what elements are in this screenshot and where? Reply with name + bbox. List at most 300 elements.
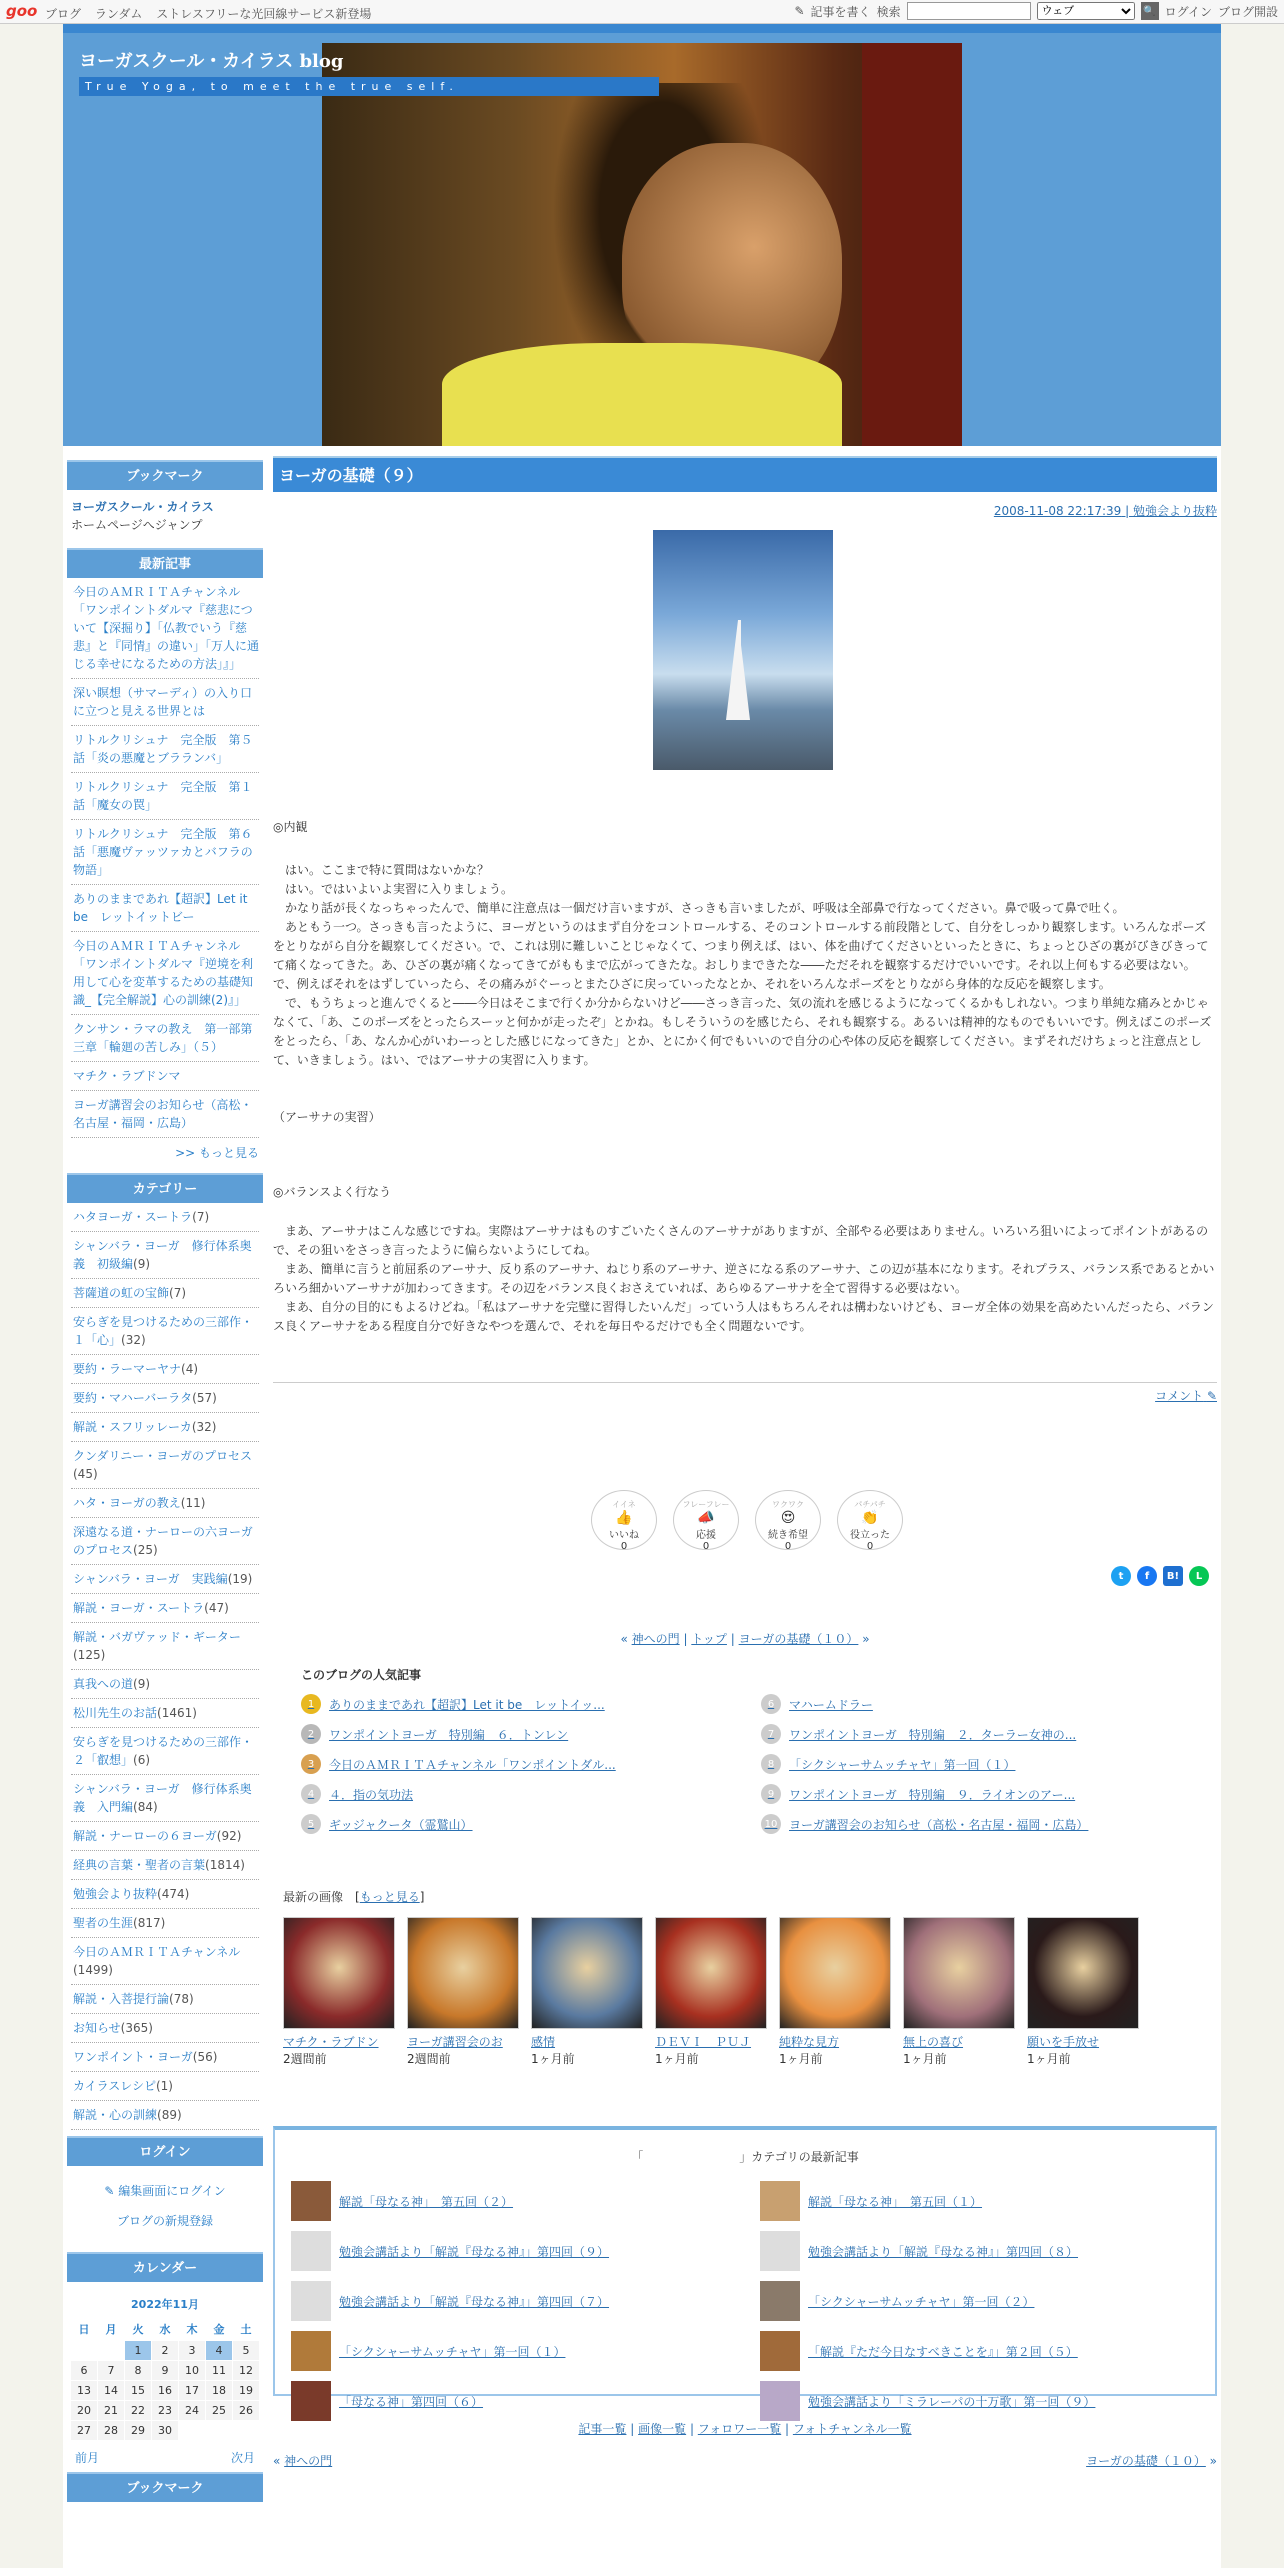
category-label[interactable]: 解説・スフリッレーカ [73, 1420, 192, 1434]
category-item[interactable] [71, 1670, 259, 1699]
rank-badge: 8 [761, 1754, 781, 1774]
category-latest-item[interactable] [760, 2381, 1199, 2421]
spacer [273, 837, 1217, 861]
category-latest-item[interactable] [291, 2281, 730, 2321]
calendar-day[interactable]: 20 [71, 2401, 98, 2421]
category-item[interactable] [71, 1909, 259, 1938]
calendar-next[interactable]: 次月 [230, 2451, 255, 2465]
calendar-day[interactable]: 17 [179, 2381, 206, 2401]
facebook-icon[interactable]: f [1137, 1566, 1157, 1586]
popular-title[interactable]: 今日のＡＭＲＩＴＡチャンネル「ワンポイントダル... [329, 1757, 616, 1772]
search-scope-select[interactable] [1037, 2, 1135, 20]
image-caption[interactable]: ヨーガ講習会のお [407, 2035, 503, 2049]
recent-item[interactable]: クンサン・ラマの教え 第一部第三章「輪廻の苦しみ」（５） [71, 1015, 259, 1062]
share-buttons [1111, 1566, 1209, 1586]
popular-title[interactable]: マハームドラー [789, 1697, 873, 1712]
category-count: (25) [133, 1543, 158, 1557]
category-item[interactable] [71, 1279, 259, 1308]
calendar-title: 2022年11月 [131, 2298, 199, 2311]
calendar-nav [67, 2449, 263, 2466]
category-count: (365) [120, 2021, 153, 2035]
popular-item[interactable] [761, 1689, 1201, 1719]
category-latest-item[interactable] [291, 2181, 730, 2221]
category-count: (7) [192, 1210, 210, 1224]
category-label[interactable]: 今日のＡＭＲＩＴＡチャンネル [73, 1945, 241, 1959]
image-thumb[interactable] [283, 1917, 395, 2029]
new-blog-link[interactable]: ブログの新規登録 [116, 2214, 213, 2228]
category-count: (57) [192, 1391, 217, 1405]
category-count: (47) [204, 1601, 229, 1615]
category-label[interactable]: 菩薩道の虹の宝飾 [73, 1286, 170, 1300]
images-more[interactable]: もっと見る [359, 1890, 420, 1904]
article-title[interactable]: 勉強会講話より「解説『母なる神』」第四回（７） [339, 2294, 610, 2309]
popular-title[interactable]: ワンポイントヨーガ 特別編 ６．トンレン [329, 1727, 569, 1742]
calendar-day[interactable]: 3 [179, 2341, 206, 2361]
popular-item[interactable] [301, 1689, 741, 1719]
calendar-day[interactable]: 12 [233, 2361, 260, 2381]
category-item[interactable] [71, 1985, 259, 2014]
calendar-weekday: 月 [105, 2323, 117, 2336]
popular-item[interactable] [761, 1749, 1201, 1779]
category-item[interactable] [71, 1518, 259, 1565]
calendar-day[interactable]: 28 [98, 2421, 125, 2441]
recent-list [67, 578, 263, 1138]
article-thumb [291, 2281, 331, 2321]
popular-item[interactable] [761, 1779, 1201, 1809]
images-heading: 最新の画像 [283, 1890, 344, 1904]
popular-item[interactable] [301, 1749, 741, 1779]
footer-link[interactable]: フォロワー一覧 [697, 2422, 782, 2436]
footer-links: 記事一覧 | 画像一覧 | フォロワー一覧 | フォトチャンネル一覧 [578, 2422, 912, 2436]
blog-header [63, 24, 1221, 446]
category-latest-item[interactable] [760, 2281, 1199, 2321]
calendar-day[interactable]: 5 [233, 2341, 260, 2361]
sidebar [67, 454, 263, 2502]
paragraph: まあ、自分の目的にもよるけどね。「私はアーサナを完璧に習得したいんだ」っていう人はもちろんそれは構わないけども、ヨーガ全体の効果を高めたいんだったら、バランス良くアーサナをある程度自分で好きなやつを選んで、それを毎日やるだけでも全く問題ないです。 [273, 1300, 1214, 1333]
global-nav [45, 5, 381, 22]
calendar-day[interactable]: 1 [125, 2341, 152, 2361]
popular-articles [301, 1666, 1201, 1839]
popular-item[interactable] [761, 1719, 1201, 1749]
article-thumb [291, 2181, 331, 2221]
calendar-day[interactable]: 8 [125, 2361, 152, 2381]
search-input[interactable] [907, 2, 1031, 20]
header-photo [322, 43, 962, 446]
paragraph: あともう一つ。さっきも言ったように、ヨーガというのはまず自分をコントロールする、そのコントロールする前段階として、自分をしっかり観察します。いろんなポーズをとりながら自分を観察してください。で、これは別に難しいことじゃなくて、つまり例えば、はい、体を曲げてくださいといったときに、ちょっとひざの裏がびきびきってて痛くなってきた。あ、ひざの裏が痛くなってきてがももまで広がってきたな。おしりまできたな――ただそれを観察するだけでいいです。それ以上何もする必要はない。で、例えばそれをはずしていったら、その痛みがぐーっとまたひざに戻っていったなとか、それをいろんなポーズをとりながら身体的な反応を観察します。 [273, 920, 1209, 991]
pen-icon: ✎ [104, 2184, 119, 2198]
image-time: 2週間前 [283, 2052, 327, 2066]
calendar-weekday: 金 [213, 2323, 225, 2336]
calendar-day[interactable]: 15 [125, 2381, 152, 2401]
category-item[interactable] [71, 1822, 259, 1851]
recent-item[interactable]: マチク・ラブドンマ [71, 1062, 259, 1091]
calendar-day [233, 2421, 260, 2441]
category-item[interactable] [71, 1851, 259, 1880]
popular-item[interactable] [301, 1719, 741, 1749]
calendar-day[interactable]: 18 [206, 2381, 233, 2401]
category-item[interactable] [71, 2101, 259, 2130]
popular-title[interactable]: ４．指の気功法 [329, 1787, 414, 1802]
article-thumb [760, 2331, 800, 2371]
calendar-day[interactable]: 13 [71, 2381, 98, 2401]
image-thumb[interactable] [903, 1917, 1015, 2029]
thumbs-up-icon: 👍 [615, 1510, 633, 1526]
global-bar [0, 0, 1284, 24]
goo-logo[interactable]: goo [6, 2, 38, 20]
category-item[interactable] [71, 2014, 259, 2043]
category-label[interactable]: シャンバラ・ヨーガ 実践編 [73, 1572, 228, 1586]
nav-promo[interactable]: ストレスフリーな光回線サービス新登場 [156, 7, 372, 21]
popular-title[interactable]: 「シクシャーサムッチャヤ」第一回（１） [789, 1757, 1016, 1772]
category-list [67, 1203, 263, 2130]
recent-item[interactable]: リトルクリシュナ 完全版 第６話「悪魔ヴァッツァカとバフラの物語」 [71, 820, 259, 885]
twitter-icon[interactable]: t [1111, 1566, 1131, 1586]
calendar-day[interactable]: 30 [152, 2421, 179, 2441]
recent-item[interactable]: 今日のＡＭＲＩＴＡチャンネル「ワンポイントダルマ『逆境を利用して心を変革するための基礎知識_【完全解説】心の訓練(2)』」 [71, 932, 259, 1015]
image-thumb[interactable] [531, 1917, 643, 2029]
calendar-day[interactable]: 19 [233, 2381, 260, 2401]
calendar-weekday: 水 [159, 2323, 171, 2336]
calendar-day[interactable]: 24 [179, 2401, 206, 2421]
reaction-helpful[interactable]: パチパチ 👏 役立った 0 [837, 1490, 903, 1550]
category-label[interactable]: 真我への道 [73, 1677, 134, 1691]
pencil-icon: ✎ [794, 4, 805, 18]
article-title[interactable]: 勉強会講話より「解説『母なる神』」第四回（８） [808, 2244, 1079, 2259]
recent-item[interactable]: ありのままであれ【超訳】Let it be レットイットビー [71, 885, 259, 932]
category-label[interactable]: 松川先生のお話 [73, 1706, 158, 1720]
rank-badge: 2 [301, 1724, 321, 1744]
category-count: (1814) [205, 1858, 245, 1872]
image-time: 1ヶ月前 [655, 2052, 699, 2066]
category-count: (7) [169, 1286, 187, 1300]
category-item[interactable] [71, 1938, 259, 1985]
calendar-heading: カレンダー [67, 2252, 263, 2282]
main-content [273, 456, 1217, 2468]
image-card[interactable] [655, 1917, 767, 2067]
login-link[interactable]: ログイン [1164, 4, 1212, 19]
category-count: (1) [155, 2079, 173, 2093]
category-latest-item[interactable] [291, 2231, 730, 2271]
category-count: (1461) [157, 1706, 197, 1720]
megaphone-icon: 📣 [697, 1510, 715, 1526]
bookmark-link[interactable]: ヨーガスクール・カイラス [71, 500, 214, 514]
category-count: (1499) [73, 1963, 113, 1977]
edit-login-link[interactable]: ✎ 編集画面にログイン [104, 2184, 226, 2198]
rank-badge: 9 [761, 1784, 781, 1804]
nav-next[interactable]: ヨーガの基礎（１０） [738, 1632, 859, 1646]
category-item[interactable] [71, 1728, 259, 1775]
category-label[interactable]: シャンバラ・ヨーガ 修行体系奥義 入門編 [73, 1782, 252, 1814]
paragraph: かなり話が長くなっちゃったんで、簡単に注意点は一個だけ言いますが、さっきも言いましたが、呼吸は全部鼻で行なってください。鼻で吸って鼻で吐く。 [285, 901, 1125, 915]
clap-icon: 👏 [861, 1510, 879, 1526]
image-card[interactable] [1027, 1917, 1139, 2067]
category-label[interactable]: ワンポイント・ヨーガ [73, 2050, 193, 2064]
calendar-day [179, 2421, 206, 2441]
search-icon[interactable]: 🔍 [1141, 2, 1159, 20]
image-time: 1ヶ月前 [903, 2052, 947, 2066]
category-count: (84) [133, 1800, 158, 1814]
photo-figure [723, 620, 753, 720]
pen-icon: ✎ [1206, 1389, 1217, 1403]
calendar-day [98, 2341, 125, 2361]
category-label[interactable]: 解説・心の訓練 [73, 2108, 158, 2122]
popular-title[interactable]: ギッジャクータ（霊鷲山） [329, 1817, 473, 1832]
article-title[interactable]: 勉強会講話より「ミラレーパの十万歌」第一回（９） [808, 2394, 1096, 2409]
category-count: (32) [191, 1420, 217, 1434]
image-card[interactable] [903, 1917, 1015, 2067]
category-item[interactable] [71, 1355, 259, 1384]
image-caption[interactable]: マチク・ラブドン [283, 2035, 379, 2049]
rank-badge: 1 [301, 1694, 321, 1714]
reaction-more[interactable]: ワクワク 😍 続き希望 0 [755, 1490, 821, 1550]
comment-link[interactable]: コメント ✎ [273, 1382, 1217, 1406]
article-thumb [291, 2231, 331, 2271]
popular-heading: このブログの人気記事 [301, 1668, 422, 1682]
image-card[interactable] [531, 1917, 643, 2067]
recent-item[interactable]: リトルクリシュナ 完全版 第１話「魔女の罠」 [71, 773, 259, 820]
category-count: (56) [192, 2050, 218, 2064]
category-label[interactable]: ハタヨーガ・スートラ [73, 1210, 193, 1224]
category-item[interactable] [71, 1384, 259, 1413]
post-meta: 2008-11-08 22:17:39 | 勉強会より抜粋 [993, 504, 1217, 518]
category-label[interactable]: 聖者の生涯 [73, 1916, 134, 1930]
popular-title[interactable]: ワンポイントヨーガ 特別編 ９．ライオンのアー... [789, 1787, 1076, 1802]
bookmark-text: ホームページへジャンプ [71, 518, 203, 532]
nav-top[interactable]: トップ [691, 1632, 727, 1646]
popular-item[interactable] [301, 1809, 741, 1839]
category-count: (11) [180, 1496, 206, 1510]
image-caption[interactable]: 純粋な見方 [779, 2035, 840, 2049]
category-item[interactable] [71, 1442, 259, 1489]
calendar-day[interactable]: 22 [125, 2401, 152, 2421]
calendar-day[interactable]: 9 [152, 2361, 179, 2381]
category-label[interactable]: 要約・マハーバーラタ [73, 1391, 193, 1405]
category-count: (9) [133, 1677, 151, 1691]
latest-images: 最新の画像 [もっと見る] マチク・ラブドン 2週間前 ヨーガ講習会のお 2週間前 感情 1ヶ月前 ＤＥＶＩ ＰＵＪ 1ヶ月前 純粋な見方 1ヶ月前 無上の喜び 1ヶ月前 願いを手放せ 1ヶ月前 [283, 1888, 1203, 2067]
category-label[interactable]: カイラスレシピ [73, 2079, 156, 2093]
category-label[interactable]: クンダリニー・ヨーガのプロセス [73, 1449, 253, 1463]
reactions [591, 1490, 903, 1550]
category-item[interactable] [71, 1232, 259, 1279]
category-count: (9) [133, 1257, 151, 1271]
category-latest [273, 2126, 1217, 2409]
calendar-day[interactable]: 16 [152, 2381, 179, 2401]
recent-item[interactable]: リトルクリシュナ 完全版 第５話「炎の悪魔とブラランバ」 [71, 726, 259, 773]
category-count: (92) [216, 1829, 242, 1843]
image-caption[interactable]: 無上の喜び [903, 2035, 964, 2049]
category-latest-item[interactable] [760, 2231, 1199, 2271]
calendar-day[interactable]: 7 [98, 2361, 125, 2381]
post-body [273, 818, 1217, 1406]
article-title[interactable]: 「シクシャーサムッチャヤ」第一回（２） [808, 2294, 1035, 2309]
bookmark-heading: ブックマーク [67, 460, 263, 490]
spacer [273, 1070, 1217, 1108]
calendar-day[interactable]: 27 [71, 2421, 98, 2441]
image-card[interactable] [283, 1917, 395, 2067]
line-icon[interactable]: L [1189, 1566, 1209, 1586]
article-title[interactable]: 勉強会講話より「解説『母なる神』」第四回（９） [339, 2244, 610, 2259]
category-label[interactable]: 解説・ヨーガ・スートラ [73, 1601, 205, 1615]
category-label[interactable]: 安らぎを見つけるための三部作・１「心」 [73, 1315, 254, 1347]
paragraph: はい。ではいよいよ実習に入りましょう。 [285, 882, 514, 896]
write-link[interactable]: 記事を書く [810, 4, 871, 19]
category-count: (45) [73, 1467, 98, 1481]
calendar-day [206, 2421, 233, 2441]
category-item[interactable] [71, 1413, 259, 1442]
article-thumb [760, 2381, 800, 2421]
category-label[interactable]: お知らせ [73, 2021, 121, 2035]
calendar-weekday: 木 [186, 2323, 198, 2336]
reaction-cheer[interactable]: フレーフレー 📣 応援 0 [673, 1490, 739, 1550]
popular-item[interactable] [761, 1809, 1201, 1839]
category-label[interactable]: 解説・入菩提行論 [73, 1992, 170, 2006]
article-title[interactable]: 解説「母なる神」 第五回（１） [808, 2194, 983, 2209]
category-item[interactable] [71, 1203, 259, 1232]
login-heading: ログイン [67, 2136, 263, 2166]
reaction-like[interactable]: イイネ 👍 いいね 0 [591, 1490, 657, 1550]
footer-next[interactable]: ヨーガの基礎（１０） » [1086, 2454, 1217, 2468]
post-category[interactable]: 勉強会より抜粋 [1132, 504, 1217, 518]
category-heading: カテゴリー [67, 1173, 263, 1203]
recent-more-link[interactable]: >> もっと見る [175, 1146, 259, 1160]
image-time: 1ヶ月前 [1027, 2052, 1071, 2066]
image-caption[interactable]: 願いを手放せ [1027, 2035, 1100, 2049]
post-title[interactable]: ヨーガの基礎（９） [273, 456, 1217, 492]
category-count: (125) [73, 1648, 106, 1662]
image-thumb[interactable] [1027, 1917, 1139, 2029]
category-count: (474) [157, 1887, 190, 1901]
post-photo[interactable] [653, 530, 833, 770]
category-label[interactable]: 深遠なる道・ナーローの六ヨーガのプロセス [73, 1525, 253, 1557]
category-item[interactable] [71, 1308, 259, 1355]
footer-link[interactable]: 記事一覧 [578, 2422, 627, 2436]
recent-item[interactable]: ヨーガ講習会のお知らせ（高松・名古屋・福岡・広島） [71, 1091, 259, 1138]
article-title[interactable]: 「母なる神」第四回（６） [339, 2394, 484, 2409]
rank-badge: 5 [301, 1814, 321, 1834]
article-thumb [291, 2331, 331, 2371]
image-thumb[interactable] [407, 1917, 519, 2029]
category-label[interactable]: 経典の言葉・聖者の言葉 [73, 1858, 206, 1872]
paragraph: まあ、簡単に言うと前屈系のアーサナ、反り系のアーサナ、ねじり系のアーサナ、逆さになる系のアーサナ、この辺が基本になります。それプラス、バランス系であるとかいろいろ細かいアーサナが加わってきます。その辺をバランス良くおさえていれば、あらゆるアーサナを全て習得する必要はない。 [273, 1262, 1215, 1295]
recent-item[interactable]: 今日のＡＭＲＩＴＡチャンネル「ワンポイントダルマ『慈悲について【深掘り】「仏教でいう『慈悲』と『同情』の違い」「万人に通じる幸せになるための方法」』」 [71, 578, 259, 679]
category-count: (32) [121, 1333, 146, 1347]
image-caption[interactable]: ＤＥＶＩ ＰＵＪ [655, 2035, 752, 2049]
article-title[interactable]: 「解説『ただ今日なすべきことを』」第２回（５） [808, 2344, 1078, 2359]
category-label[interactable]: 解説・バガヴァッド・ギーター [73, 1630, 241, 1644]
calendar-day[interactable]: 29 [125, 2421, 152, 2441]
article-title[interactable]: 解説「母なる神」 第五回（２） [339, 2194, 514, 2209]
category-latest-item[interactable] [291, 2331, 730, 2371]
category-item[interactable] [71, 1565, 259, 1594]
image-thumb[interactable] [655, 1917, 767, 2029]
category-item[interactable] [71, 2072, 259, 2101]
nav-prev[interactable]: 神への門 [631, 1632, 680, 1646]
category-label[interactable]: 要約・ラーマーヤナ [73, 1362, 182, 1376]
category-latest-item[interactable] [760, 2331, 1199, 2371]
calendar-day[interactable]: 23 [152, 2401, 179, 2421]
section-heading: ◎内観 [273, 820, 308, 834]
blog-title[interactable]: ヨーガスクール・カイラス blog [79, 51, 344, 72]
post-nav: « 神への門 | トップ | ヨーガの基礎（１０） » [620, 1632, 870, 1646]
calendar-day[interactable]: 14 [98, 2381, 125, 2401]
footer-nav [273, 2452, 1217, 2469]
category-item[interactable] [71, 1489, 259, 1518]
category-count: (19) [227, 1572, 253, 1586]
page [63, 24, 1221, 2568]
popular-item[interactable] [301, 1779, 741, 1809]
image-thumb[interactable] [779, 1917, 891, 2029]
calendar-day[interactable]: 21 [98, 2401, 125, 2421]
open-blog-link[interactable]: ブログ開設 [1217, 4, 1278, 19]
category-item[interactable] [71, 2043, 259, 2072]
paragraph: まあ、アーサナはこんな感じですね。実際はアーサナはものすごいたくさんのアーサナがありますが、全部やる必要はありません。いろいろ狙いによってポイントがあるので、その狙いをさっき言ったように偏らないようにしてね。 [273, 1224, 1209, 1257]
popular-title[interactable]: ありのままであれ【超訳】Let it be レットイッ... [329, 1697, 605, 1712]
image-card[interactable] [779, 1917, 891, 2067]
calendar-day[interactable]: 11 [206, 2361, 233, 2381]
article-thumb [291, 2381, 331, 2421]
heart-eyes-icon: 😍 [780, 1510, 796, 1526]
category-label[interactable]: ハタ・ヨーガの教え [73, 1496, 181, 1510]
category-item[interactable] [71, 1623, 259, 1670]
calendar [70, 2290, 260, 2441]
rank-badge: 6 [761, 1694, 781, 1714]
nav-random[interactable]: ランダム [94, 7, 143, 21]
category-count: (78) [169, 1992, 194, 2006]
category-item[interactable] [71, 1699, 259, 1728]
spacer [273, 1127, 1217, 1183]
nav-blog[interactable]: ブログ [45, 7, 82, 21]
category-item[interactable] [71, 1594, 259, 1623]
image-caption[interactable]: 感情 [531, 2035, 556, 2049]
popular-title[interactable]: ヨーガ講習会のお知らせ（高松・名古屋・福岡・広島） [789, 1817, 1089, 1832]
post-date[interactable]: 2008-11-08 22:17:39 [993, 504, 1122, 518]
category-latest-item[interactable] [291, 2381, 730, 2421]
category-latest-item[interactable] [760, 2181, 1199, 2221]
calendar-weekday: 土 [240, 2323, 252, 2336]
rank-badge: 3 [301, 1754, 321, 1774]
recent-item[interactable]: 深い瞑想（サマーディ）の入り口に立つと見える世界とは [71, 679, 259, 726]
calendar-day[interactable]: 10 [179, 2361, 206, 2381]
recent-heading: 最新記事 [67, 548, 263, 578]
article-thumb [760, 2231, 800, 2271]
category-label[interactable]: 勉強会より抜粋 [73, 1887, 158, 1901]
footer-prev[interactable]: « 神への門 [273, 2454, 333, 2468]
category-label[interactable]: シャンバラ・ヨーガ 修行体系奥義 初級編 [73, 1239, 252, 1271]
category-item[interactable] [71, 1775, 259, 1822]
image-card[interactable] [407, 1917, 519, 2067]
category-item[interactable] [71, 1880, 259, 1909]
article-title[interactable]: 「シクシャーサムッチャヤ」第一回（１） [339, 2344, 566, 2359]
calendar-day[interactable]: 6 [71, 2361, 98, 2381]
category-label[interactable]: 安らぎを見つけるための三部作・２「叡想」 [73, 1735, 254, 1767]
popular-title[interactable]: ワンポイントヨーガ 特別編 ２．ターラー女神の... [789, 1727, 1077, 1742]
footer-link[interactable]: 画像一覧 [638, 2422, 687, 2436]
calendar-day[interactable]: 2 [152, 2341, 179, 2361]
calendar-day[interactable]: 4 [206, 2341, 233, 2361]
category-count: (817) [133, 1916, 166, 1930]
footer-link[interactable]: フォトチャンネル一覧 [792, 2422, 912, 2436]
hatena-icon[interactable]: B! [1163, 1566, 1183, 1586]
calendar-weekday: 日 [78, 2323, 90, 2336]
calendar-prev[interactable]: 前月 [75, 2451, 100, 2465]
calendar-day[interactable]: 26 [233, 2401, 260, 2421]
spacer [273, 1202, 1217, 1222]
category-label[interactable]: 解説・ナーローの６ヨーガ [73, 1829, 217, 1843]
login-box [67, 2166, 263, 2246]
rank-badge: 4 [301, 1784, 321, 1804]
calendar-day[interactable]: 25 [206, 2401, 233, 2421]
rank-badge: 7 [761, 1724, 781, 1744]
